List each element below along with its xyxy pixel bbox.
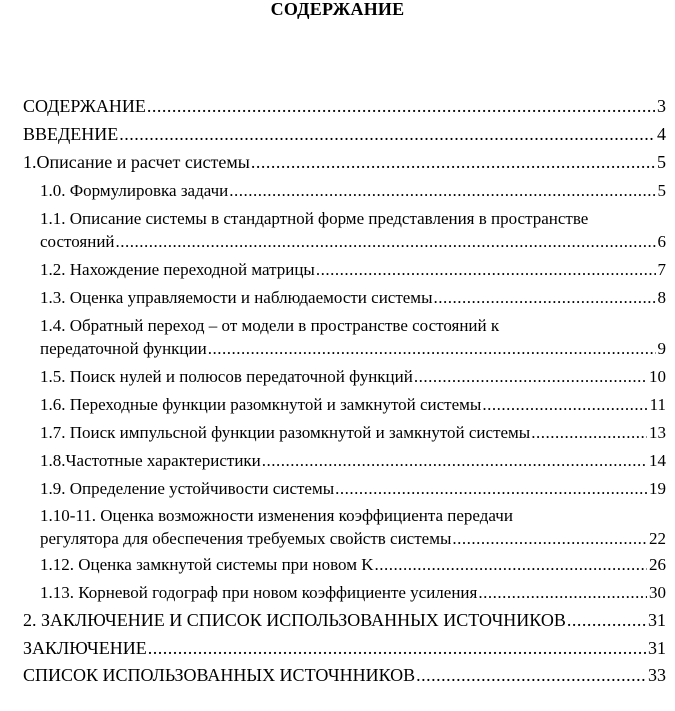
dot-leader [119, 123, 655, 146]
toc-entry-text-line1: 1.4. Обратный переход – от модели в пространстве состояний к [40, 316, 500, 335]
toc-page-number: 26 [649, 555, 666, 574]
toc-page-number: 13 [649, 423, 666, 442]
toc-page-number: 8 [657, 288, 666, 307]
toc-page-number: 5 [657, 152, 666, 172]
toc-page-number: 6 [657, 232, 666, 251]
dot-leader [375, 553, 647, 576]
dot-leader [262, 449, 647, 472]
toc-entry-text: регулятора для обеспечения требуемых свойств системы [40, 529, 452, 548]
toc-page-number: 11 [649, 395, 666, 414]
toc-entry-text: 1.Описание и расчет системы [23, 152, 250, 172]
toc-page-number: 9 [657, 339, 666, 358]
toc-entry-text: СПИСОК ИСПОЛЬЗОВАННЫХ ИСТОЧННИКОВ [23, 665, 416, 685]
dot-leader [414, 365, 647, 388]
toc-entry-text: ВВЕДЕНИЕ [23, 124, 119, 144]
toc-entry-references[interactable] [23, 664, 666, 687]
toc-entry-text: 1.5. Поиск нулей и полюсов передаточной функций [40, 367, 413, 386]
dot-leader [229, 179, 655, 202]
toc-page-number: 19 [649, 479, 666, 498]
dot-leader [416, 664, 646, 687]
toc-entry-section-1[interactable] [23, 151, 666, 174]
toc-entry-1-8[interactable] [40, 449, 666, 472]
toc-entry-text: 1.12. Оценка замкнутой системы при новом K [40, 555, 374, 574]
toc-entry-text-line1: 1.1. Описание системы в стандартной форме представления в пространстве [40, 209, 589, 228]
dot-leader [531, 421, 647, 444]
toc-entry-text: состояний [40, 232, 115, 251]
toc-entry-text: 1.9. Определение устойчивости системы [40, 479, 335, 498]
toc-page-number: 31 [648, 610, 666, 630]
dot-leader [251, 151, 655, 174]
dot-leader [316, 258, 656, 281]
toc-page-number: 14 [649, 451, 666, 470]
toc-page-number: 10 [649, 367, 666, 386]
toc-entry-1-10-11[interactable] [40, 504, 666, 550]
toc-page-number: 7 [657, 260, 666, 279]
toc-entry-text: передаточной функции [40, 339, 207, 358]
toc-entry-1-9[interactable] [40, 477, 666, 500]
toc-entry-1-3[interactable] [40, 286, 666, 309]
toc-entry-text: ЗАКЛЮЧЕНИЕ [23, 638, 147, 658]
toc-entry-section-2[interactable] [23, 609, 666, 632]
toc-entry-1-7[interactable] [40, 421, 666, 444]
toc-page-number: 5 [657, 181, 666, 200]
toc-entry-text: 1.3. Оценка управляемости и наблюдаемости системы [40, 288, 433, 307]
dot-leader [478, 581, 647, 604]
toc-page-number: 4 [657, 124, 666, 144]
toc-entry-1-12[interactable] [40, 553, 666, 576]
toc-entry-text: 1.13. Корневой годограф при новом коэффициенте усиления [40, 583, 478, 602]
dot-leader [148, 637, 646, 660]
toc-entry-text: 1.7. Поиск импульсной функции разомкнутой и замкнутой системы [40, 423, 531, 442]
toc-entry-1-1[interactable] [40, 207, 666, 253]
dot-leader [567, 609, 646, 632]
toc-entry-conclusion[interactable] [23, 637, 666, 660]
toc-entry-text: 1.0. Формулировка задачи [40, 181, 229, 200]
toc-entry-text: 1.6. Переходные функции разомкнутой и замкнутой системы [40, 395, 482, 414]
toc-entry-introduction[interactable] [23, 123, 666, 146]
toc-entry-1-4[interactable] [40, 314, 666, 360]
toc-entry-contents[interactable] [23, 95, 666, 118]
dot-leader [482, 393, 647, 416]
toc-entry-text: СОДЕРЖАНИЕ [23, 96, 146, 116]
toc-entry-text: 2. ЗАКЛЮЧЕНИЕ И СПИСОК ИСПОЛЬЗОВАННЫХ ИСТОЧНИКОВ [23, 610, 566, 630]
toc-entry-text: 1.2. Нахождение переходной матрицы [40, 260, 315, 279]
dot-leader [208, 337, 656, 360]
dot-leader [335, 477, 647, 500]
dot-leader [116, 230, 656, 253]
page-title: СОДЕРЖАНИЕ [270, 0, 405, 19]
toc-entry-1-2[interactable] [40, 258, 666, 281]
toc-entry-1-6[interactable] [40, 393, 666, 416]
dot-leader [147, 95, 655, 118]
toc-page-number: 3 [657, 96, 666, 116]
toc-entry-text: 1.8.Частотные характеристики [40, 451, 261, 470]
toc-page-number: 30 [649, 583, 666, 602]
toc-entry-text-line1: 1.10-11. Оценка возможности изменения коэффициента передачи [40, 506, 513, 525]
toc-entry-1-5[interactable] [40, 365, 666, 388]
toc-page-number: 31 [648, 638, 666, 658]
toc-entry-1-0[interactable] [40, 179, 666, 202]
dot-leader [452, 527, 647, 550]
toc-entry-1-13[interactable] [40, 581, 666, 604]
toc-page-number: 22 [649, 529, 666, 548]
toc-page-number: 33 [648, 665, 666, 685]
dot-leader [434, 286, 656, 309]
